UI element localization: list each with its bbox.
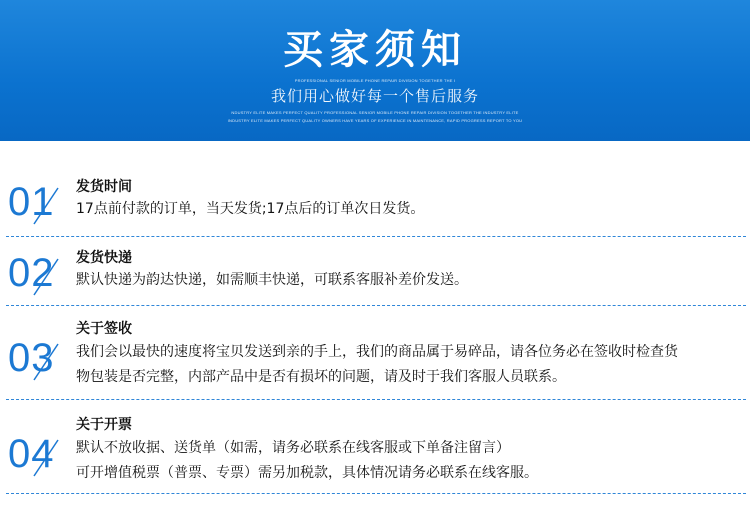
item-number-badge bbox=[8, 251, 68, 295]
item-number: 02 bbox=[8, 251, 55, 295]
item-number: 03 bbox=[8, 336, 55, 380]
item-text-line: 物包装是否完整，内部产品中是否有损坏的问题，请及时于我们客服人员联系。 bbox=[76, 369, 566, 385]
page-subtitle: 我们用心做好每一个售后服务 bbox=[270, 87, 479, 105]
item-number-badge bbox=[8, 432, 68, 476]
banner-fine-print-2: NDUSTRY ELITE MAKES PERFECT QUALITY PROFESSIONAL SENIOR MOBILE PHONE REPAIR DIVISION TOGETHER THE INDUSTRY ELITE bbox=[231, 110, 519, 115]
header-banner bbox=[0, 0, 750, 141]
slash-icon bbox=[8, 336, 68, 384]
item-heading: 发货快递 bbox=[76, 250, 132, 266]
banner-fine-print-3: INDUSTRY ELITE MAKES PERFECT QUALITY OWNERS HAVE YEARS OF EXPERIENCE IN MAINTENANCE, RAPID PROGRESS REPORT TO YOU bbox=[227, 118, 523, 123]
item-text-line: 17点前付款的订单，当天发货;17点后的订单次日发货。 bbox=[76, 201, 425, 217]
dashed-divider bbox=[6, 305, 746, 306]
item-text-line: 我们会以最快的速度将宝贝发送到亲的手上，我们的商品属于易碎品，请各位务必在签收时检查货 bbox=[76, 344, 678, 360]
item-number-badge bbox=[8, 336, 68, 380]
page-title: 买家须知 bbox=[283, 27, 467, 73]
item-text-line: 默认快递为韵达快递，如需顺丰快递，可联系客服补差价发送。 bbox=[76, 272, 468, 288]
item-number-badge bbox=[8, 180, 68, 224]
item-heading: 发货时间 bbox=[76, 179, 132, 195]
item-heading: 关于签收 bbox=[76, 321, 132, 337]
item-text-line: 默认不放收据、送货单（如需，请务必联系在线客服或下单备注留言） bbox=[76, 440, 510, 456]
dashed-divider bbox=[6, 493, 746, 494]
item-number: 01 bbox=[8, 180, 55, 224]
slash-icon bbox=[8, 251, 68, 299]
item-heading: 关于开票 bbox=[76, 417, 132, 433]
item-text-line: 可开增值税票（普票、专票）需另加税款，具体情况请务必联系在线客服。 bbox=[76, 465, 538, 481]
dashed-divider bbox=[6, 236, 746, 237]
slash-icon bbox=[8, 432, 68, 480]
item-number: 04 bbox=[8, 432, 55, 476]
dashed-divider bbox=[6, 399, 746, 400]
slash-icon bbox=[8, 180, 68, 228]
banner-fine-print-1: PROFESSIONAL SENIOR MOBILE PHONE REPAIR DIVISION TOGETHER THE I bbox=[294, 78, 456, 83]
